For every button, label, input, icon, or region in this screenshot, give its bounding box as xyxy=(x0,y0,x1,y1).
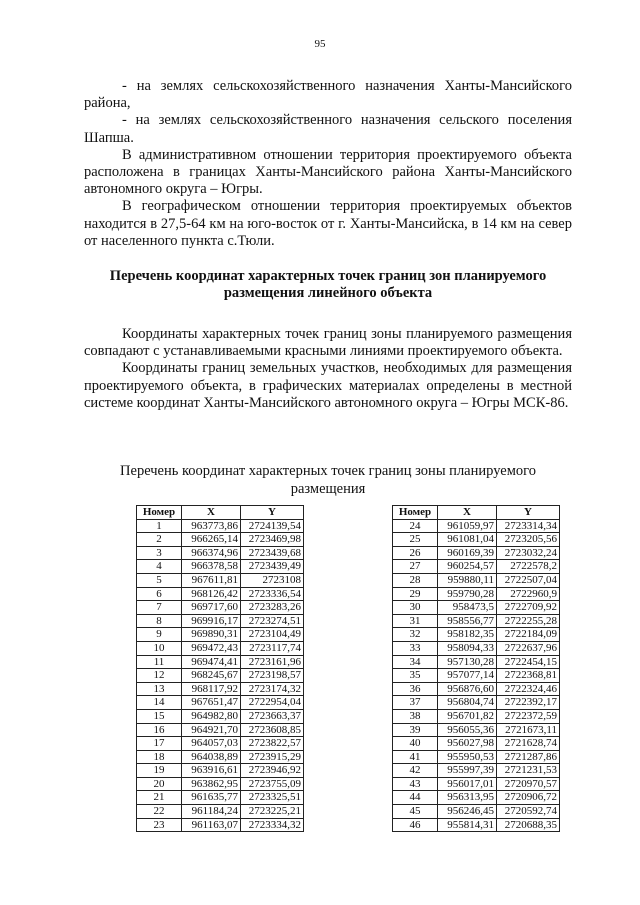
table-row xyxy=(393,628,560,642)
table-row xyxy=(137,628,304,642)
cell-y: 2722954,04 xyxy=(241,696,304,710)
table-row xyxy=(137,560,304,574)
cell-number: 4 xyxy=(137,560,182,574)
header-number: Номер xyxy=(137,506,182,520)
cell-y: 2723032,24 xyxy=(497,546,560,560)
list-item: - на землях сельскохозяйственного назначения Ханты-Мансийского района, xyxy=(84,78,572,112)
cell-number: 11 xyxy=(137,655,182,669)
table-row xyxy=(393,737,560,751)
cell-number: 43 xyxy=(393,777,438,791)
cell-y: 2722184,09 xyxy=(497,628,560,642)
cell-y: 2722578,2 xyxy=(497,560,560,574)
cell-number: 2 xyxy=(137,533,182,547)
cell-x: 958473,5 xyxy=(438,601,497,615)
cell-x: 961184,24 xyxy=(182,805,241,819)
cell-y: 2723283,26 xyxy=(241,601,304,615)
cell-x: 969474,41 xyxy=(182,655,241,669)
header-y: Y xyxy=(241,506,304,520)
cell-number: 35 xyxy=(393,669,438,683)
cell-y: 2722368,81 xyxy=(497,669,560,683)
cell-number: 19 xyxy=(137,764,182,778)
cell-x: 955950,53 xyxy=(438,750,497,764)
table-row xyxy=(393,696,560,710)
table-row xyxy=(393,709,560,723)
cell-y: 2723439,49 xyxy=(241,560,304,574)
table-row xyxy=(393,669,560,683)
cell-y: 2723336,54 xyxy=(241,587,304,601)
cell-y: 2723117,74 xyxy=(241,641,304,655)
table-row xyxy=(393,601,560,615)
cell-number: 30 xyxy=(393,601,438,615)
cell-number: 21 xyxy=(137,791,182,805)
cell-x: 964982,80 xyxy=(182,709,241,723)
table-row xyxy=(137,723,304,737)
cell-x: 961163,07 xyxy=(182,818,241,832)
table-row xyxy=(393,777,560,791)
table-row xyxy=(393,791,560,805)
cell-number: 44 xyxy=(393,791,438,805)
cell-y: 2722392,17 xyxy=(497,696,560,710)
cell-number: 6 xyxy=(137,587,182,601)
table-row xyxy=(137,818,304,832)
table-row xyxy=(393,546,560,560)
coordinates-table-left xyxy=(136,505,304,832)
table-row xyxy=(393,682,560,696)
table-row xyxy=(137,546,304,560)
cell-y: 2723755,09 xyxy=(241,777,304,791)
paragraph-red-lines: Координаты характерных точек границ зоны планируемого размещения совпадают с устанавливаемыми красными линиями проектируемого объекта. xyxy=(84,326,572,360)
cell-x: 957130,28 xyxy=(438,655,497,669)
paragraph-geographic: В географическом отношении территория проектируемых объектов находится в 27,5-64 км на юго-восток от г. Ханты-Мансийска, в 14 км на север от населенного пункта с.Тюли. xyxy=(84,198,572,249)
cell-x: 958094,33 xyxy=(438,641,497,655)
cell-y: 2723225,21 xyxy=(241,805,304,819)
cell-y: 2723205,56 xyxy=(497,533,560,547)
cell-number: 45 xyxy=(393,805,438,819)
cell-y: 2723314,34 xyxy=(497,519,560,533)
cell-y: 2723663,37 xyxy=(241,709,304,723)
table-header-row xyxy=(137,506,304,520)
table-row xyxy=(137,805,304,819)
cell-x: 956701,82 xyxy=(438,709,497,723)
cell-y: 2723108 xyxy=(241,573,304,587)
cell-y: 2721287,86 xyxy=(497,750,560,764)
header-x: X xyxy=(438,506,497,520)
cell-x: 968245,67 xyxy=(182,669,241,683)
cell-x: 961081,04 xyxy=(438,533,497,547)
cell-y: 2721231,53 xyxy=(497,764,560,778)
cell-number: 46 xyxy=(393,818,438,832)
cell-number: 42 xyxy=(393,764,438,778)
cell-number: 38 xyxy=(393,709,438,723)
table-row xyxy=(137,669,304,683)
table-row xyxy=(137,601,304,615)
cell-y: 2721673,11 xyxy=(497,723,560,737)
cell-x: 955997,39 xyxy=(438,764,497,778)
table-row xyxy=(393,655,560,669)
cell-number: 34 xyxy=(393,655,438,669)
cell-number: 26 xyxy=(393,546,438,560)
cell-x: 969472,43 xyxy=(182,641,241,655)
table-row xyxy=(393,614,560,628)
cell-number: 36 xyxy=(393,682,438,696)
table-row xyxy=(137,614,304,628)
cell-x: 966265,14 xyxy=(182,533,241,547)
cell-y: 2723325,51 xyxy=(241,791,304,805)
cell-x: 959880,11 xyxy=(438,573,497,587)
table-header-row xyxy=(393,506,560,520)
cell-y: 2723469,98 xyxy=(241,533,304,547)
cell-x: 964921,70 xyxy=(182,723,241,737)
cell-x: 964038,89 xyxy=(182,750,241,764)
cell-number: 13 xyxy=(137,682,182,696)
section-heading-block xyxy=(84,268,572,302)
table-row xyxy=(393,764,560,778)
page-number: 95 xyxy=(314,38,326,50)
cell-x: 969717,60 xyxy=(182,601,241,615)
cell-number: 17 xyxy=(137,737,182,751)
table-row xyxy=(393,587,560,601)
cell-y: 2723274,51 xyxy=(241,614,304,628)
list-item: - на землях сельскохозяйственного назначения сельского поселения Шапша. xyxy=(84,112,572,146)
cell-y: 2723946,92 xyxy=(241,764,304,778)
cell-number: 5 xyxy=(137,573,182,587)
cell-y: 2721628,74 xyxy=(497,737,560,751)
table-caption: Перечень координат характерных точек границ зоны планируемого размещения xyxy=(120,463,536,497)
cell-y: 2720970,57 xyxy=(497,777,560,791)
cell-x: 958556,77 xyxy=(438,614,497,628)
cell-x: 967611,81 xyxy=(182,573,241,587)
cell-number: 40 xyxy=(393,737,438,751)
cell-y: 2722960,9 xyxy=(497,587,560,601)
cell-x: 958182,35 xyxy=(438,628,497,642)
cell-number: 1 xyxy=(137,519,182,533)
cell-number: 20 xyxy=(137,777,182,791)
coordinates-table-right xyxy=(392,505,560,832)
cell-x: 963773,86 xyxy=(182,519,241,533)
header-x: X xyxy=(182,506,241,520)
table-row xyxy=(137,573,304,587)
cell-number: 39 xyxy=(393,723,438,737)
cell-x: 963916,61 xyxy=(182,764,241,778)
table-row xyxy=(137,696,304,710)
cell-y: 2723915,29 xyxy=(241,750,304,764)
table-row xyxy=(137,655,304,669)
cell-x: 956246,45 xyxy=(438,805,497,819)
cell-number: 27 xyxy=(393,560,438,574)
cell-x: 956876,60 xyxy=(438,682,497,696)
cell-number: 15 xyxy=(137,709,182,723)
cell-number: 25 xyxy=(393,533,438,547)
cell-x: 957077,14 xyxy=(438,669,497,683)
table-row xyxy=(393,641,560,655)
cell-y: 2722324,46 xyxy=(497,682,560,696)
cell-x: 956027,98 xyxy=(438,737,497,751)
cell-x: 963862,95 xyxy=(182,777,241,791)
cell-x: 969916,17 xyxy=(182,614,241,628)
cell-number: 24 xyxy=(393,519,438,533)
cell-number: 14 xyxy=(137,696,182,710)
table-row xyxy=(393,818,560,832)
cell-y: 2722709,92 xyxy=(497,601,560,615)
cell-x: 956804,74 xyxy=(438,696,497,710)
table-row xyxy=(393,533,560,547)
cell-y: 2722507,04 xyxy=(497,573,560,587)
cell-y: 2720688,35 xyxy=(497,818,560,832)
header-y: Y xyxy=(497,506,560,520)
table-row xyxy=(137,641,304,655)
cell-y: 2723822,57 xyxy=(241,737,304,751)
cell-y: 2722637,96 xyxy=(497,641,560,655)
intro-text xyxy=(84,78,572,250)
cell-y: 2722255,28 xyxy=(497,614,560,628)
cell-y: 2723161,96 xyxy=(241,655,304,669)
cell-number: 31 xyxy=(393,614,438,628)
cell-x: 964057,03 xyxy=(182,737,241,751)
section-heading: Перечень координат характерных точек границ зон планируемого размещения линейного объекта xyxy=(109,268,547,302)
cell-number: 41 xyxy=(393,750,438,764)
table-row xyxy=(137,750,304,764)
cell-y: 2723104,49 xyxy=(241,628,304,642)
coordinates-text xyxy=(84,326,572,412)
cell-y: 2723334,32 xyxy=(241,818,304,832)
cell-x: 966378,58 xyxy=(182,560,241,574)
cell-y: 2720592,74 xyxy=(497,805,560,819)
cell-number: 7 xyxy=(137,601,182,615)
cell-y: 2720906,72 xyxy=(497,791,560,805)
table-row xyxy=(137,709,304,723)
cell-x: 959790,28 xyxy=(438,587,497,601)
table-row xyxy=(137,764,304,778)
cell-number: 3 xyxy=(137,546,182,560)
cell-number: 16 xyxy=(137,723,182,737)
cell-x: 956017,01 xyxy=(438,777,497,791)
cell-number: 8 xyxy=(137,614,182,628)
table-row xyxy=(393,573,560,587)
table-row xyxy=(137,519,304,533)
cell-x: 961635,77 xyxy=(182,791,241,805)
table-row xyxy=(137,587,304,601)
cell-y: 2723198,57 xyxy=(241,669,304,683)
table-row xyxy=(393,560,560,574)
table-row xyxy=(137,791,304,805)
cell-x: 969890,31 xyxy=(182,628,241,642)
cell-y: 2723608,85 xyxy=(241,723,304,737)
cell-x: 968117,92 xyxy=(182,682,241,696)
header-number: Номер xyxy=(393,506,438,520)
cell-y: 2723174,32 xyxy=(241,682,304,696)
cell-x: 967651,47 xyxy=(182,696,241,710)
cell-y: 2722372,59 xyxy=(497,709,560,723)
table-row xyxy=(137,737,304,751)
cell-number: 23 xyxy=(137,818,182,832)
cell-y: 2722454,15 xyxy=(497,655,560,669)
cell-number: 9 xyxy=(137,628,182,642)
cell-number: 29 xyxy=(393,587,438,601)
table-row xyxy=(137,533,304,547)
table-row xyxy=(137,682,304,696)
cell-x: 968126,42 xyxy=(182,587,241,601)
cell-number: 12 xyxy=(137,669,182,683)
table-row xyxy=(393,723,560,737)
table-row xyxy=(393,750,560,764)
cell-y: 2724139,54 xyxy=(241,519,304,533)
cell-x: 966374,96 xyxy=(182,546,241,560)
paragraph-msk86: Координаты границ земельных участков, необходимых для размещения проектируемого объекта, в графических материалах определены в местной системе координат Ханты-Мансийского автономного округа – Югры МСК-86. xyxy=(84,360,572,411)
cell-x: 956313,95 xyxy=(438,791,497,805)
cell-x: 956055,36 xyxy=(438,723,497,737)
cell-x: 961059,97 xyxy=(438,519,497,533)
table-row xyxy=(393,805,560,819)
cell-number: 10 xyxy=(137,641,182,655)
cell-x: 960254,57 xyxy=(438,560,497,574)
cell-number: 33 xyxy=(393,641,438,655)
cell-x: 955814,31 xyxy=(438,818,497,832)
cell-y: 2723439,68 xyxy=(241,546,304,560)
cell-number: 18 xyxy=(137,750,182,764)
cell-number: 28 xyxy=(393,573,438,587)
paragraph-administrative: В административном отношении территория проектируемого объекта расположена в границах Ханты-Мансийского района Ханты-Мансийского автономного округа – Югры. xyxy=(84,146,572,198)
cell-number: 37 xyxy=(393,696,438,710)
table-row xyxy=(393,519,560,533)
cell-number: 22 xyxy=(137,805,182,819)
cell-x: 960169,39 xyxy=(438,546,497,560)
cell-number: 32 xyxy=(393,628,438,642)
table-row xyxy=(137,777,304,791)
